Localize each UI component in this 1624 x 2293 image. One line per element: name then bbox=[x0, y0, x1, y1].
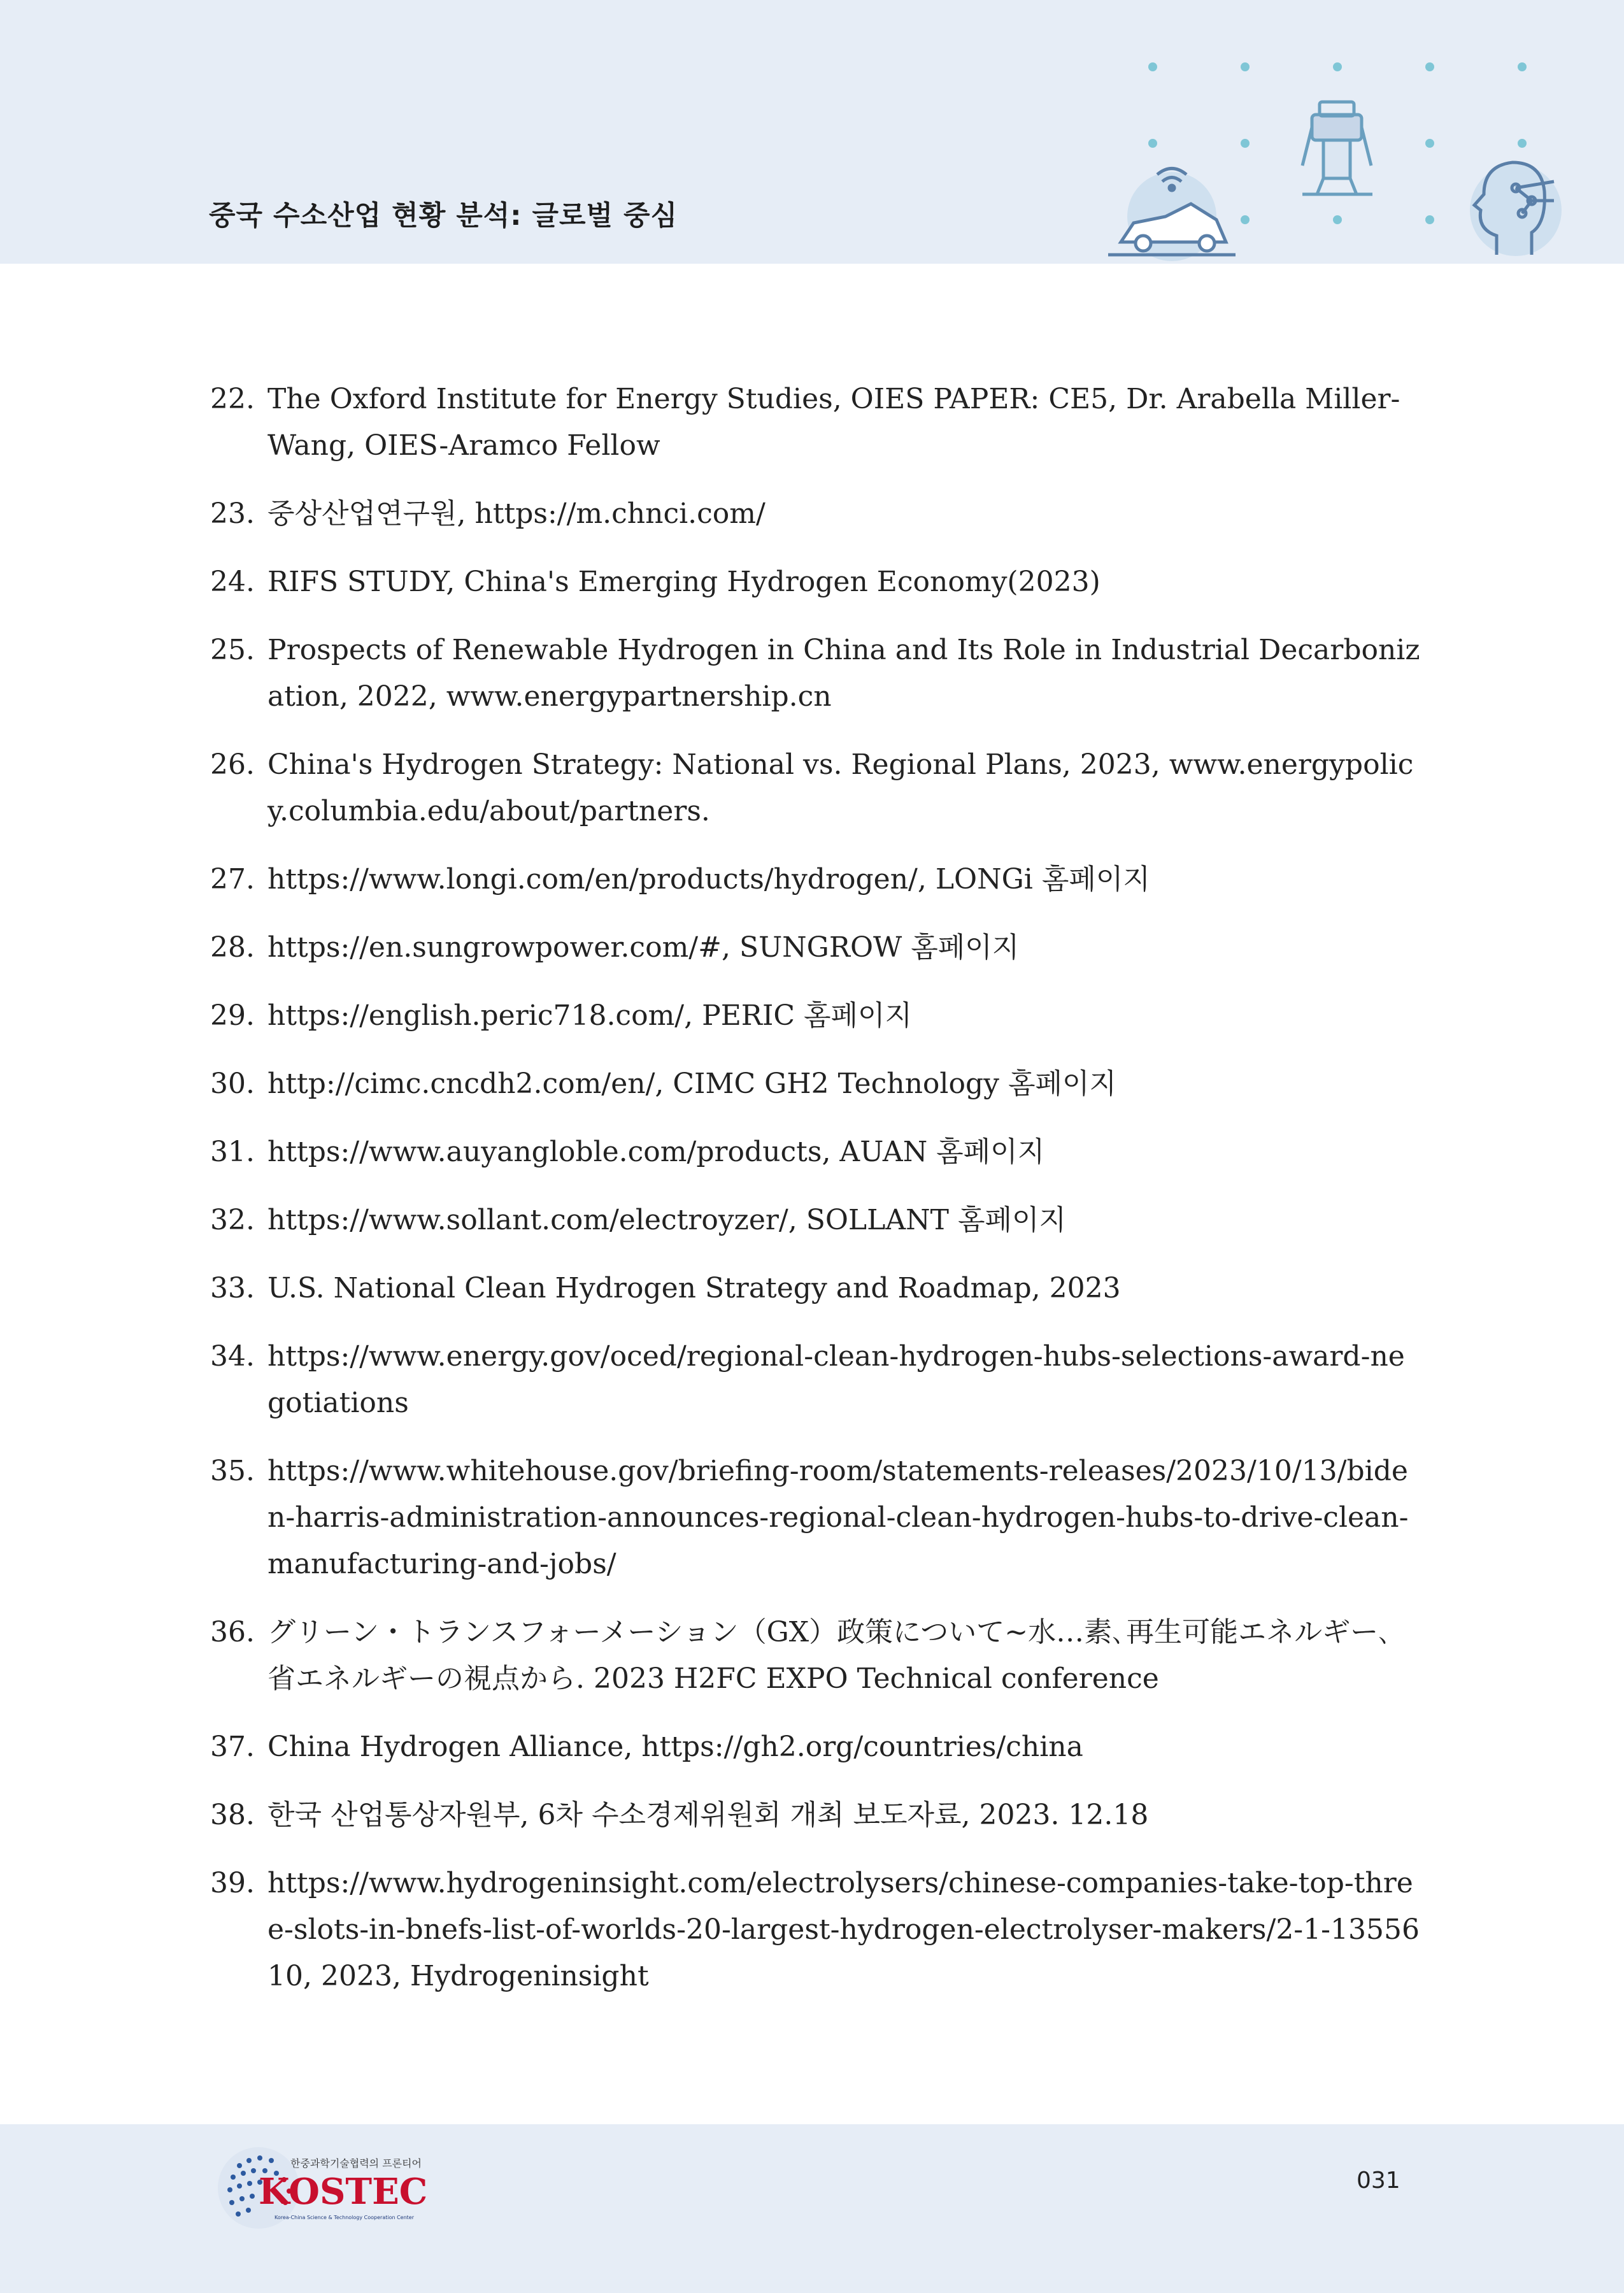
reference-text: http://cimc.cncdh2.com/en/, CIMC GH2 Technology 홈페이지 bbox=[267, 1068, 1116, 1100]
reference-text: U.S. National Clean Hydrogen Strategy and Roadmap, 2023 bbox=[267, 1272, 1121, 1304]
reference-text: The Oxford Institute for Energy Studies, OIES PAPER: CE5, Dr. Arabella Miller-Wang, OIES-Aramco Fellow bbox=[267, 383, 1400, 462]
kostec-logo bbox=[214, 2140, 456, 2236]
reference-item bbox=[210, 559, 1420, 605]
reference-text: 중상산업연구원, https://m.chnci.com/ bbox=[267, 497, 766, 530]
reference-number: 32. bbox=[210, 1204, 255, 1236]
logo-subtitle: Korea-China Science & Technology Cooperation Center bbox=[274, 2215, 415, 2220]
page-header-title: 중국 수소산업 현황 분석: 글로벌 중심 bbox=[209, 200, 678, 232]
reference-item bbox=[210, 490, 1420, 537]
logo-name: KOSTEC bbox=[259, 2171, 428, 2213]
reference-item bbox=[210, 1860, 1420, 1999]
ai-head-icon bbox=[1470, 162, 1562, 256]
reference-item bbox=[210, 1448, 1420, 1587]
reference-number: 37. bbox=[210, 1731, 255, 1763]
reference-number: 27. bbox=[210, 863, 255, 896]
reference-item bbox=[210, 1792, 1420, 1838]
reference-number: 31. bbox=[210, 1136, 255, 1168]
reference-text: https://www.whitehouse.gov/briefing-room/statements-releases/2023/10/13/biden-harris-administration-announces-regional-clean-hydrogen-hubs-to-drive-clean-manufacturing-and-jobs/ bbox=[267, 1455, 1409, 1580]
reference-item bbox=[210, 1333, 1420, 1426]
reference-text: China's Hydrogen Strategy: National vs. Regional Plans, 2023, www.energypolicy.columbia.edu/about/partners. bbox=[267, 748, 1414, 827]
reference-text: Prospects of Renewable Hydrogen in China and Its Role in Industrial Decarbonization, 2022, www.energypartnership.cn bbox=[267, 634, 1420, 713]
reference-item bbox=[210, 627, 1420, 720]
reference-item bbox=[210, 1061, 1420, 1107]
reference-text: https://www.hydrogeninsight.com/electrolysers/chinese-companies-take-top-three-slots-in-bnefs-list-of-worlds-20-largest-hydrogen-electrolyser-makers/2-1-1355610, 2023, Hydrogeninsight bbox=[267, 1867, 1420, 1992]
reference-item bbox=[210, 1724, 1420, 1770]
reference-item bbox=[210, 992, 1420, 1039]
header-band bbox=[0, 0, 1624, 264]
reference-number: 26. bbox=[210, 748, 255, 781]
reference-number: 22. bbox=[210, 383, 255, 415]
connected-car-icon bbox=[1108, 169, 1236, 262]
references-list bbox=[210, 376, 1420, 2021]
reference-number: 33. bbox=[210, 1272, 255, 1304]
reference-item bbox=[210, 856, 1420, 903]
header-illustration bbox=[1083, 38, 1605, 268]
reference-number: 25. bbox=[210, 634, 255, 666]
reference-text: https://www.longi.com/en/products/hydrogen/, LONGi 홈페이지 bbox=[267, 863, 1150, 896]
reference-number: 24. bbox=[210, 566, 255, 598]
page-number: 031 bbox=[1357, 2168, 1400, 2194]
reference-text: 한국 산업통상자원부, 6차 수소경제위원회 개최 보도자료, 2023. 12.18 bbox=[267, 1799, 1149, 1831]
reference-text: https://www.energy.gov/oced/regional-clean-hydrogen-hubs-selections-award-negotiations bbox=[267, 1340, 1405, 1419]
reference-number: 36. bbox=[210, 1616, 255, 1648]
reference-number: 39. bbox=[210, 1867, 255, 1899]
logo-tagline: 한중과학기술협력의 프론티어 bbox=[290, 2157, 422, 2169]
reference-number: 23. bbox=[210, 497, 255, 530]
reference-number: 30. bbox=[210, 1068, 255, 1100]
reference-item bbox=[210, 741, 1420, 834]
reference-item bbox=[210, 376, 1420, 469]
reference-item bbox=[210, 1197, 1420, 1243]
reference-text: グリーン・トランスフォーメーション（GX）政策について~水…素､再生可能エネルギー､省エネルギーの視点から. 2023 H2FC EXPO Technical conference bbox=[267, 1616, 1393, 1695]
reference-number: 35. bbox=[210, 1455, 255, 1487]
robot-machine-icon bbox=[1302, 102, 1372, 194]
reference-number: 38. bbox=[210, 1799, 255, 1831]
reference-item bbox=[210, 924, 1420, 971]
reference-item bbox=[210, 1609, 1420, 1702]
reference-text: RIFS STUDY, China's Emerging Hydrogen Economy(2023) bbox=[267, 566, 1100, 598]
reference-text: China Hydrogen Alliance, https://gh2.org/countries/china bbox=[267, 1731, 1083, 1763]
reference-text: https://english.peric718.com/, PERIC 홈페이지 bbox=[267, 999, 912, 1032]
reference-text: https://www.sollant.com/electroyzer/, SOLLANT 홈페이지 bbox=[267, 1204, 1066, 1236]
reference-item bbox=[210, 1265, 1420, 1311]
reference-item bbox=[210, 1129, 1420, 1175]
reference-text: https://www.auyangloble.com/products, AUAN 홈페이지 bbox=[267, 1136, 1045, 1168]
reference-number: 34. bbox=[210, 1340, 255, 1373]
reference-text: https://en.sungrowpower.com/#, SUNGROW 홈페이지 bbox=[267, 931, 1020, 964]
reference-number: 28. bbox=[210, 931, 255, 964]
reference-number: 29. bbox=[210, 999, 255, 1032]
